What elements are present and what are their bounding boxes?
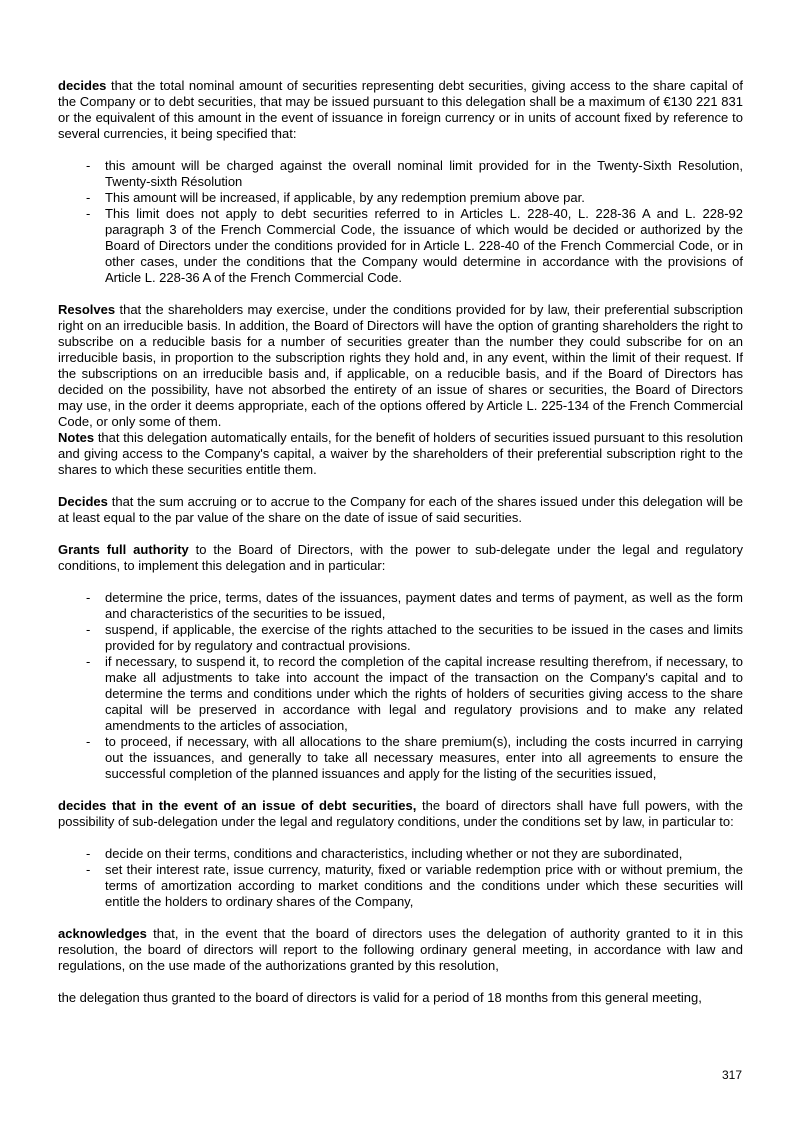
list-item: - this amount will be charged against the overall nominal limit provided for in the Twenty-Sixth Resolution, Twenty-sixth Résolution xyxy=(86,158,743,189)
paragraph-text: that this delegation automatically entails, for the benefit of holders of securities issued pursuant to this resolution and giving access to the Company's capital, a waiver by the shareholders of their preferential subscription right to the shares to which these securities entitle them. xyxy=(58,430,743,477)
paragraph-lead: acknowledges xyxy=(58,926,147,941)
paragraph-decides-amount xyxy=(58,78,743,142)
paragraph-lead: decides xyxy=(58,78,107,93)
paragraph-text: to the Board of Directors, with the power to sub-delegate under the legal and regulatory conditions, to implement this delegation and in particular: xyxy=(58,542,743,573)
paragraph-text: that the shareholders may exercise, under the conditions provided for by law, their preferential subscription right on an irreducible basis. In addition, the Board of Directors will have the option of granting shareholders the right to subscribe on a reducible basis for a number of securities greater than the number they could subscribe for on an irreducible basis, in proportion to the subscription rights they hold and, in any event, within the limit of their request. If the subscriptions on an irreducible basis and, if applicable, on a reducible basis, and if the Board of Directors has decided on the possibility, have not absorbed the entirety of an issue of shares or securities, the Board of Directors may use, in the order it deems appropriate, each of the options offered by Article L. 225-134 of the French Commercial Code, or only some of them. xyxy=(58,302,743,429)
paragraph-lead: decides that in the event of an issue of debt securities, xyxy=(58,798,417,813)
paragraph-grants-authority xyxy=(58,542,743,574)
paragraph-lead: Grants full authority xyxy=(58,542,189,557)
paragraph-text: that the sum accruing or to accrue to the Company for each of the shares issued under this delegation will be at least equal to the par value of the share on the date of issue of said securities. xyxy=(58,494,743,525)
paragraph-validity: the delegation thus granted to the board of directors is valid for a period of 18 months from this general meeting, xyxy=(58,990,702,1005)
document-page xyxy=(58,78,743,1006)
paragraph-text: that the total nominal amount of securities representing debt securities, giving access to the share capital of the Company or to debt securities, that may be issued pursuant to this delegation shall be a maximum of €130 221 831 or the equivalent of this amount in the event of issuance in foreign currency or in units of account fixed by reference to several currencies, it being specified that: xyxy=(58,78,743,141)
paragraph-lead: Decides xyxy=(58,494,108,509)
paragraph-debt-securities xyxy=(58,798,743,830)
amount-conditions-list xyxy=(58,158,743,286)
debt-powers-list xyxy=(58,846,743,910)
paragraph-text: that, in the event that the board of directors uses the delegation of authority granted to it in this resolution, the board of directors will report to the following ordinary general meeting, in accordance with law and regulations, on the use made of the authorizations granted by this resolution, xyxy=(58,926,743,973)
authority-list xyxy=(58,590,743,782)
paragraph-resolves xyxy=(58,302,743,430)
list-item: - This limit does not apply to debt securities referred to in Articles L. 228-40, L. 228-36 A and L. 228-92 paragraph 3 of the French Commercial Code, the issuance of which would be decided or authorized by the Board of Directors under the conditions provided for in Article L. 228-40 of the French Commercial Code, or in other cases, under the conditions that the Company would determine in accordance with the provisions of Article L. 228-36 A of the French Commercial Code. xyxy=(86,206,743,285)
paragraph-notes xyxy=(58,430,743,478)
paragraph-acknowledges xyxy=(58,926,743,974)
list-item: - to proceed, if necessary, with all allocations to the share premium(s), including the costs incurred in carrying out the issuances, and generally to take all necessary measures, enter into all agreements to ensure the successful completion of the planned issuances and apply for the listing of the securities issued, xyxy=(86,734,743,781)
list-item: - if necessary, to suspend it, to record the completion of the capital increase resulting therefrom, if necessary, to make all adjustments to take into account the impact of the transaction on the Company's capital and to determine the terms and conditions under which the rights of holders of securities giving access to the share capital will be preserved in accordance with legal and regulatory provisions and to make any related amendments to the articles of association, xyxy=(86,654,743,733)
list-item: - This amount will be increased, if applicable, by any redemption premium above par. xyxy=(86,190,585,205)
paragraph-lead: Resolves xyxy=(58,302,116,317)
list-item: - decide on their terms, conditions and characteristics, including whether or not they are subordinated, xyxy=(86,846,683,861)
paragraph-decides-sum xyxy=(58,494,743,526)
list-item: - set their interest rate, issue currency, maturity, fixed or variable redemption price with or without premium, the terms of amortization according to market conditions and the conditions under which these securities will entitle the holders to ordinary shares of the Company, xyxy=(86,862,743,909)
list-item: - suspend, if applicable, the exercise of the rights attached to the securities to be issued in the cases and limits provided for by regulatory and contractual provisions. xyxy=(86,622,743,653)
paragraph-text: the board of directors shall have full powers, with the possibility of sub-delegation under the legal and regulatory conditions, under the conditions set by law, in particular to: xyxy=(58,798,743,829)
paragraph-lead: Notes xyxy=(58,430,95,445)
page-number: 317 xyxy=(721,1068,742,1082)
list-item: - determine the price, terms, dates of the issuances, payment dates and terms of payment, as well as the form and characteristics of the securities to be issued, xyxy=(86,590,743,621)
